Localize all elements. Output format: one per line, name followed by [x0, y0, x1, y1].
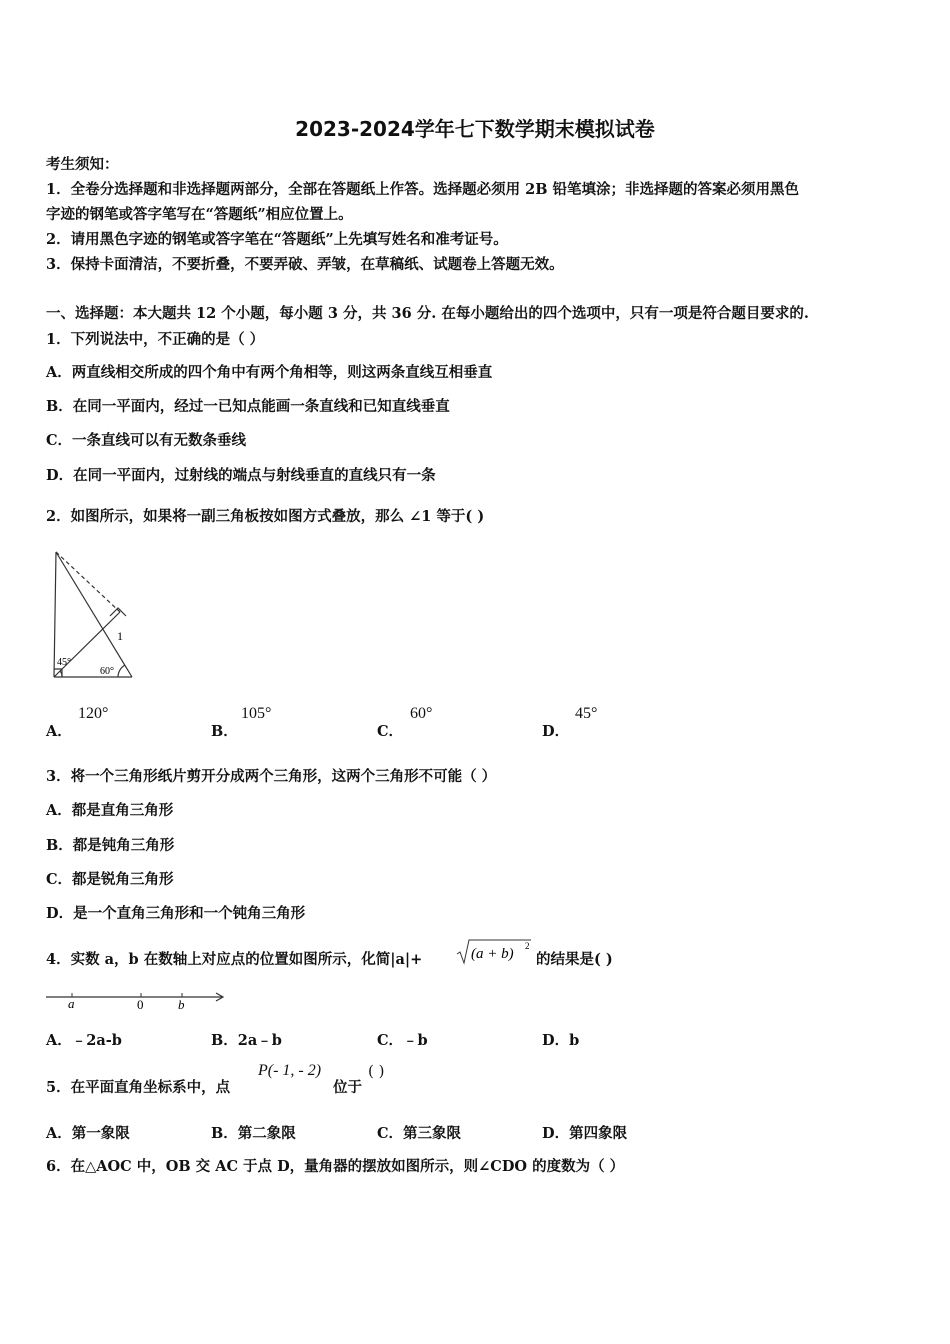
q5-paren: ( ) — [368, 1062, 385, 1080]
q3-option-c: C．都是锐角三角形 — [46, 871, 174, 888]
q2-option-a-label: A． — [46, 723, 72, 740]
q1-option-d: D．在同一平面内，过射线的端点与射线垂直的直线只有一条 — [46, 467, 436, 484]
q1-option-c: C．一条直线可以有无数条垂线 — [46, 432, 247, 449]
q2-triangle-figure — [48, 548, 138, 683]
q4-option-b: B．2a﹣b — [211, 1032, 282, 1049]
q5-option-c: C．第三象限 — [377, 1125, 462, 1142]
section-heading: 一、选择题：本大题共 12 个小题，每小题 3 分，共 36 分. 在每小题给出的四个选项中，只有一项是符合题目要求的. — [46, 305, 809, 322]
notice-line-1b: 字迹的钢笔或答字笔写在“答题纸”相应位置上。 — [46, 206, 353, 223]
q6-stem: 6．在△AOC 中，OB 交 AC 于点 D，量角器的摆放如图所示，则∠CDO 的度数为（ ） — [46, 1158, 625, 1175]
q4-sqrt-expression — [455, 936, 533, 968]
q1-option-b: B．在同一平面内，经过一已知点能画一条直线和已知直线垂直 — [46, 398, 450, 415]
q5-stem-prefix: 5．在平面直角坐标系中，点 — [46, 1079, 231, 1096]
q4-option-a: A．﹣2a-b — [46, 1032, 122, 1049]
q4-axis-a: a — [68, 996, 75, 1011]
page-title: 2023-2024学年七下数学期末模拟试卷 — [295, 117, 655, 141]
q1-stem: 1．下列说法中，不正确的是（ ） — [46, 331, 265, 348]
q4-option-c: C．﹣b — [377, 1032, 428, 1049]
q1-option-a: A．两直线相交所成的四个角中有两个角相等，则这两条直线互相垂直 — [46, 364, 493, 381]
q2-option-c-value: 60° — [410, 705, 433, 722]
q5-option-a: A．第一象限 — [46, 1125, 130, 1142]
q4-axis-zero: 0 — [137, 997, 144, 1012]
q2-angle-45-label: 45° — [57, 657, 71, 668]
q2-option-d-value: 45° — [575, 705, 598, 722]
q3-option-a: A．都是直角三角形 — [46, 802, 174, 819]
notice-heading: 考生须知： — [46, 156, 119, 173]
q5-option-d: D．第四象限 — [542, 1125, 628, 1142]
q2-option-b-value: 105° — [241, 705, 272, 722]
q4-power: 2 — [525, 941, 530, 951]
q2-option-d-label: D． — [542, 723, 570, 740]
q4-stem-prefix: 4．实数 a，b 在数轴上对应点的位置如图所示，化简|a|+ — [46, 951, 423, 968]
q3-stem: 3．将一个三角形纸片剪开分成两个三角形，这两个三角形不可能（ ） — [46, 768, 497, 785]
q5-option-b: B．第二象限 — [211, 1125, 296, 1142]
q4-radicand: (a + b) — [471, 946, 514, 962]
notice-line-3: 3．保持卡面清洁，不要折叠，不要弄破、弄皱，在草稿纸、试题卷上答题无效。 — [46, 256, 564, 273]
q2-option-b-label: B． — [211, 723, 238, 740]
q4-axis-b: b — [178, 997, 185, 1012]
q5-stem-middle: 位于 — [333, 1079, 362, 1096]
q3-option-d: D．是一个直角三角形和一个钝角三角形 — [46, 905, 306, 922]
q2-option-c-label: C． — [377, 723, 404, 740]
q2-angle-1-label: 1 — [117, 629, 123, 643]
q4-stem-suffix: 的结果是( ) — [536, 951, 613, 968]
q2-stem: 2．如图所示，如果将一副三角板按如图方式叠放，那么 ∠1 等于( ) — [46, 508, 485, 525]
notice-line-2: 2．请用黑色字迹的钢笔或答字笔在“答题纸”上先填写姓名和准考证号。 — [46, 231, 508, 248]
q5-point: P(- 1, - 2) — [258, 1062, 322, 1079]
q2-angle-60-label: 60° — [100, 666, 114, 677]
q4-option-d: D．b — [542, 1032, 580, 1049]
q3-option-b: B．都是钝角三角形 — [46, 837, 175, 854]
notice-line-1a: 1．全卷分选择题和非选择题两部分，全部在答题纸上作答。选择题必须用 2B 铅笔填涂；非选择题的答案必须用黑色 — [46, 181, 800, 198]
q4-number-line — [44, 986, 230, 1012]
q2-option-a-value: 120° — [78, 705, 109, 722]
